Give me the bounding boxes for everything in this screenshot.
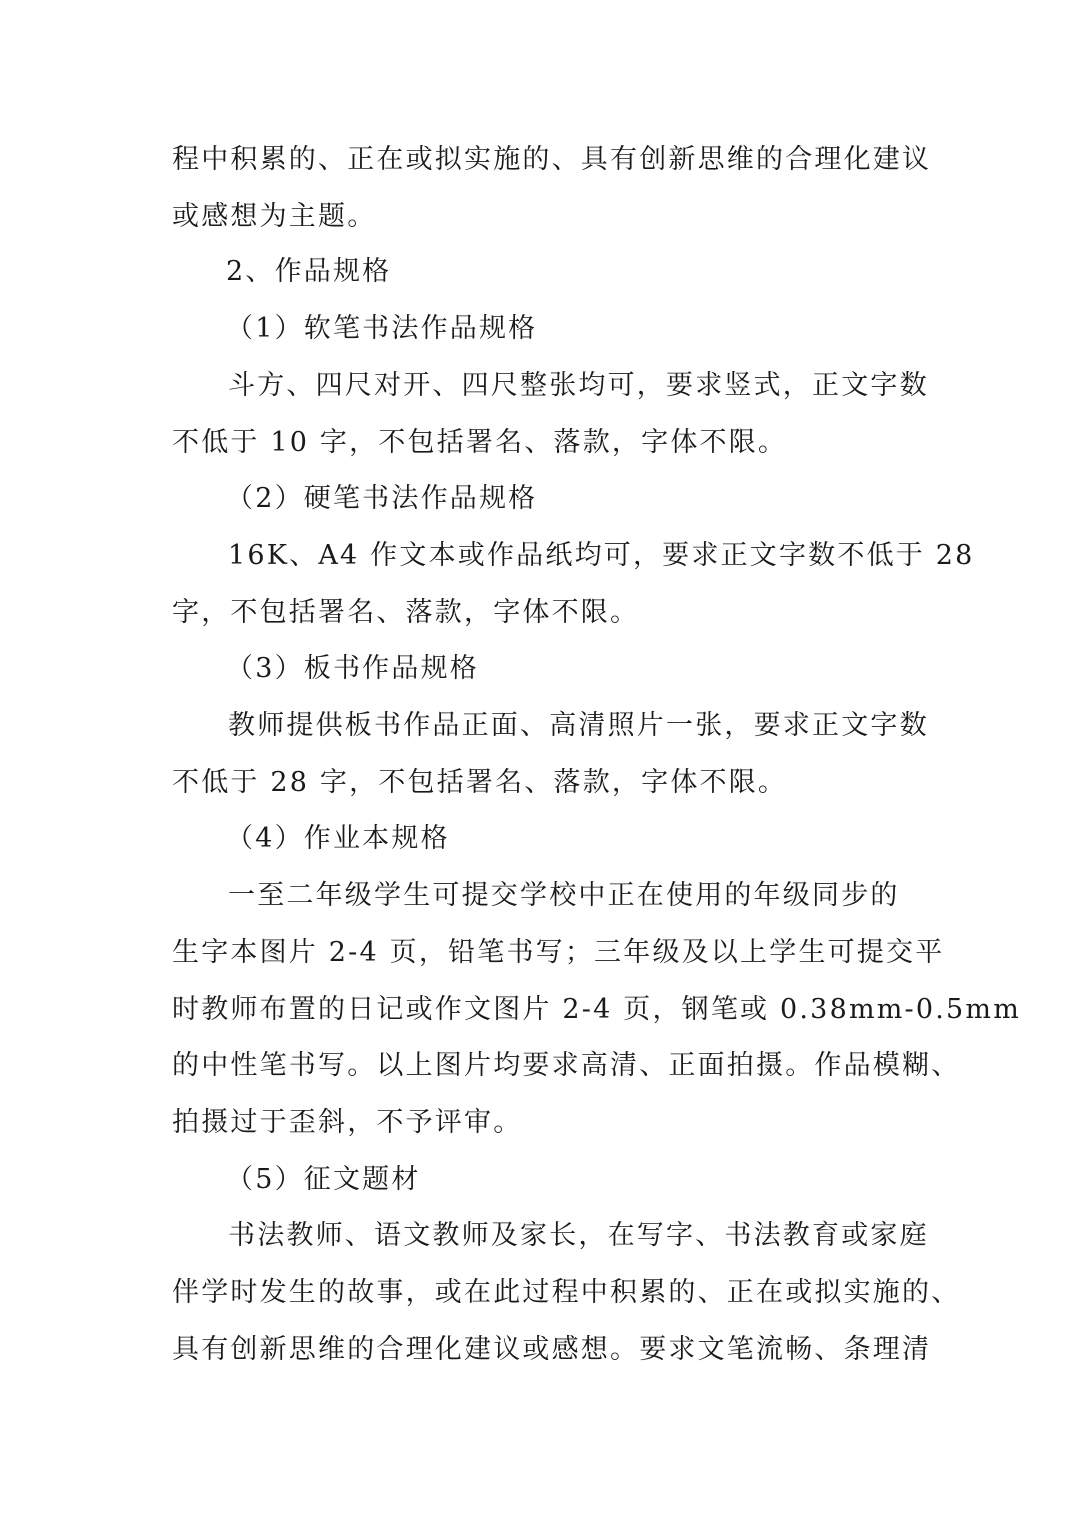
text-line: 教师提供板书作品正面、高清照片一张，要求正文字数 (228, 710, 929, 741)
subsection-heading: （2）硬笔书法作品规格 (226, 483, 538, 514)
section-heading: 2、作品规格 (226, 256, 392, 287)
text-line: 时教师布置的日记或作文图片 2-4 页，钢笔或 0.38mm-0.5mm (172, 994, 1022, 1025)
text-line: 不低于 28 字，不包括署名、落款，字体不限。 (172, 767, 788, 798)
subsection-heading: （1）软笔书法作品规格 (226, 313, 538, 344)
subsection-heading: （5）征文题材 (226, 1164, 421, 1195)
subsection-heading: （4）作业本规格 (226, 823, 450, 854)
text-line: 伴学时发生的故事，或在此过程中积累的、正在或拟实施的、 (172, 1277, 961, 1308)
text-line: 生字本图片 2-4 页，铅笔书写；三年级及以上学生可提交平 (172, 937, 945, 968)
text-line: 拍摄过于歪斜，不予评审。 (172, 1107, 523, 1138)
text-line: 16K、A4 作文本或作品纸均可，要求正文字数不低于 28 (228, 540, 975, 571)
text-line: 或感想为主题。 (172, 201, 377, 232)
subsection-heading: （3）板书作品规格 (226, 653, 479, 684)
text-line: 具有创新思维的合理化建议或感想。要求文笔流畅、条理清 (172, 1334, 932, 1365)
text-line: 一至二年级学生可提交学校中正在使用的年级同步的 (228, 880, 900, 911)
text-line: 斗方、四尺对开、四尺整张均可，要求竖式，正文字数 (228, 370, 929, 401)
text-line: 书法教师、语文教师及家长，在写字、书法教育或家庭 (228, 1220, 929, 1251)
text-line: 程中积累的、正在或拟实施的、具有创新思维的合理化建议 (172, 144, 932, 175)
text-line: 的中性笔书写。以上图片均要求高清、正面拍摄。作品模糊、 (172, 1050, 961, 1081)
text-line: 字，不包括署名、落款，字体不限。 (172, 597, 640, 628)
text-line: 不低于 10 字，不包括署名、落款，字体不限。 (172, 427, 788, 458)
